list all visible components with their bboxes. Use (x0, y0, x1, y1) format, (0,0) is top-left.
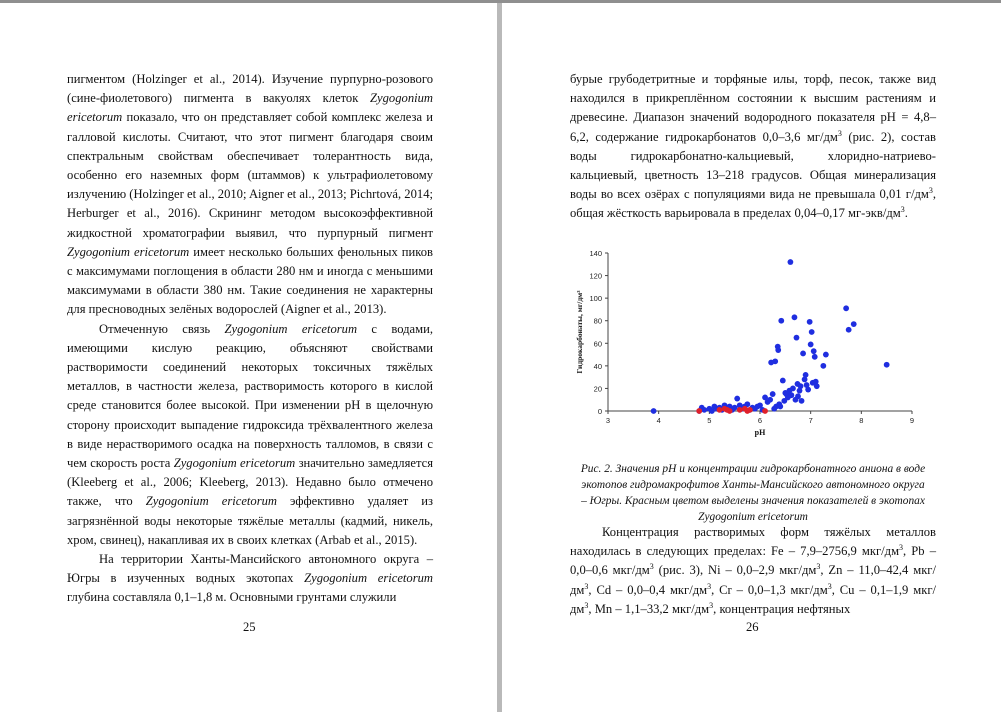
data-point-blue (808, 342, 814, 348)
data-point-blue (777, 404, 783, 410)
caption-line-3: – Югры. Красным цветом выделены значения показателей в экотопах (581, 495, 925, 507)
data-point-blue (803, 372, 809, 378)
x-tick-label: 9 (909, 416, 915, 425)
data-point-blue (799, 398, 805, 404)
caption-line-1: Рис. 2. Значения pH и концентрации гидрокарбонатного аниона в воде (580, 463, 926, 475)
x-tick-label: 4 (656, 416, 661, 425)
data-point-blue (778, 318, 784, 324)
data-point-blue (651, 408, 657, 414)
data-point-blue (794, 335, 800, 341)
x-axis-label: pH (754, 428, 766, 437)
x-tick-label: 3 (605, 416, 611, 425)
data-point-blue (701, 407, 707, 413)
data-point-blue (798, 383, 804, 389)
figure-caption (570, 461, 936, 525)
data-point-blue (767, 397, 773, 403)
data-point-blue (800, 351, 806, 357)
data-point-blue (820, 363, 826, 369)
left-paragraph-2: Отмеченную связь Zygogonium ericetorum с водами, имеющими кислую реакцию, объясняют свойствами растворимости соединений некоторых токсичных тяжёлых металлов, в частности железа, растворимость которого в кислой среде становится более высокой. При изменении pH в щелочную сторону происходит выпадение гидроксида трёхвалентного железа в виде нерастворимого осадка на поверхность талломов, в связи с чем скорость роста Zygogonium ericetorum значительно замедляется (Kleeberg et al., 2006; Kleeberg, 2013). Недавно было отмечено также, что Zygogonium ericetorum эффективно удаляет из загрязнённой воды некоторые тяжёлые металлы (кадмий, никель, хром, свинец), накапливая их в своих клетках (Arbab et al., 2015). (67, 321, 433, 547)
y-tick-label: 120 (589, 271, 602, 281)
data-point-blue (812, 354, 818, 360)
right-paragraph-1: бурые грубодетритные и торфяные илы, торф, песок, также вид находился в прикреплённом состоянии к высшим растениям и древесине. Диапазон значений водородного показателя pH = 4,8–6,2, содержание гидрокарбонатов 0,0–3,6 $мг/дм^3$ (рис. 2), состав воды гидрокарбонатно-кальциевый, хлоридно-натриево-кальциевый, цветность 13–218 градусов. Общая минерализация воды во всех озёрах с популяциями вида не превышала 0,01 $г/дм^3$, общая жёсткость варьировала в пределах 0,04–0,17 $мг-экв/дм^3$. (570, 72, 936, 221)
y-tick-label: 140 (589, 249, 602, 258)
data-point-red (737, 407, 743, 413)
data-point-blue (770, 391, 776, 397)
data-point-blue (807, 319, 813, 325)
y-tick-label: 100 (589, 294, 602, 304)
data-point-blue (811, 348, 817, 354)
data-point-blue (789, 392, 795, 398)
data-point-blue (884, 362, 890, 368)
left-paragraph-3: На территории Ханты-Мансийского автономного округа – Югры в изученных водных экотопах Zygogonium ericetorum глубина составляла 0,1–1,8 м. Основными грунтами служили (67, 552, 433, 605)
y-tick-label: 60 (593, 339, 602, 349)
data-point-red (696, 408, 702, 414)
data-point-blue (809, 329, 815, 335)
page-number: 25 (243, 620, 256, 634)
data-point-blue (788, 259, 794, 265)
data-point-blue (780, 378, 786, 384)
x-tick-label: 5 (707, 416, 712, 425)
data-point-blue (732, 405, 738, 411)
data-point-blue (795, 393, 801, 399)
left-page-text (67, 70, 433, 608)
y-tick-label: 80 (593, 316, 602, 326)
page-number: 26 (746, 620, 759, 634)
data-point-blue (805, 387, 811, 393)
data-point-blue (823, 352, 829, 358)
data-point-blue (792, 314, 798, 320)
right-paragraph-2: Концентрация растворимых форм тяжёлых металлов находилась в следующих пределах: Fe – 7,9–2756,9 мкг/$дм^3$, Pb – 0,0–0,6 мкг/$дм^3$ (рис. 3), Ni – 0,0–2,9 мкг/$дм^3$, Zn – 11,0–42,4 мкг/$дм^3$, Cd – 0,0–0,4 мкг/$дм^3$, Cr – 0,0–1,3 мкг/$дм^3$, Cu – 0,1–1,9 мкг/$дм^3$, Mn – 1,1–33,2 мкг/$дм^3$, концентрация нефтяных (570, 525, 936, 616)
y-tick-label: 20 (593, 384, 602, 394)
data-point-blue (814, 383, 820, 389)
data-point-blue (790, 386, 796, 392)
data-point-red (717, 407, 723, 413)
left-paragraph-1: пигментом (Holzinger et al., 2014). Изучение пурпурно-розового (сине-фиолетового) пигмента в вакуолях клеток Zygogonium ericetorum показало, что он представляет собой комплекс железа и галловой кислоты. Считают, что этот пигмент благодаря своим спектральным свойствам обеспечивает толерантность вида, особенно его наземных форм (штаммов) к ультрафиолетовому излучению (Holzinger et al., 2010; Aigner et al., 2013; Pichrtová, 2014; Herburger et al., 2016). Скрининг методом высокоэффективной жидкостной хроматографии выявил, что пурпурный пигмент Zygogonium ericetorum имеет несколько больших фенольных пиков с максимумами поглощения в области 280 нм и иногда с меньшими максимумами в области 380 нм. Такие соединения не характерны для пресноводных зелёных водорослей (Aigner et al., 2013). (67, 72, 434, 317)
data-point-blue (846, 327, 852, 333)
data-point-blue (843, 305, 849, 311)
caption-line-2: экотопов гидромакрофитов Ханты-Мансийского автономного округа (581, 479, 925, 491)
data-point-red (762, 408, 768, 414)
page-26 (502, 3, 1001, 712)
y-tick-label: 0 (597, 407, 602, 416)
y-tick-label: 40 (593, 361, 602, 371)
data-point-blue (772, 358, 778, 364)
right-page-text (570, 70, 936, 224)
x-tick-label: 7 (808, 416, 813, 425)
right-page-text-lower (570, 523, 936, 619)
ph-bicarbonate-scatter-chart (568, 247, 928, 447)
data-point-blue (734, 396, 740, 402)
data-point-red (747, 407, 753, 413)
page-25 (0, 3, 497, 712)
data-point-red (727, 408, 733, 414)
x-tick-label: 6 (757, 416, 763, 425)
data-point-blue (775, 347, 781, 353)
x-tick-label: 8 (859, 416, 864, 425)
caption-line-4: Zygogonium ericetorum (698, 511, 808, 523)
chart-svg (568, 247, 928, 447)
data-point-blue (851, 321, 857, 327)
y-axis-label: Гидрокарбонаты, мг/дм³ (575, 290, 584, 374)
